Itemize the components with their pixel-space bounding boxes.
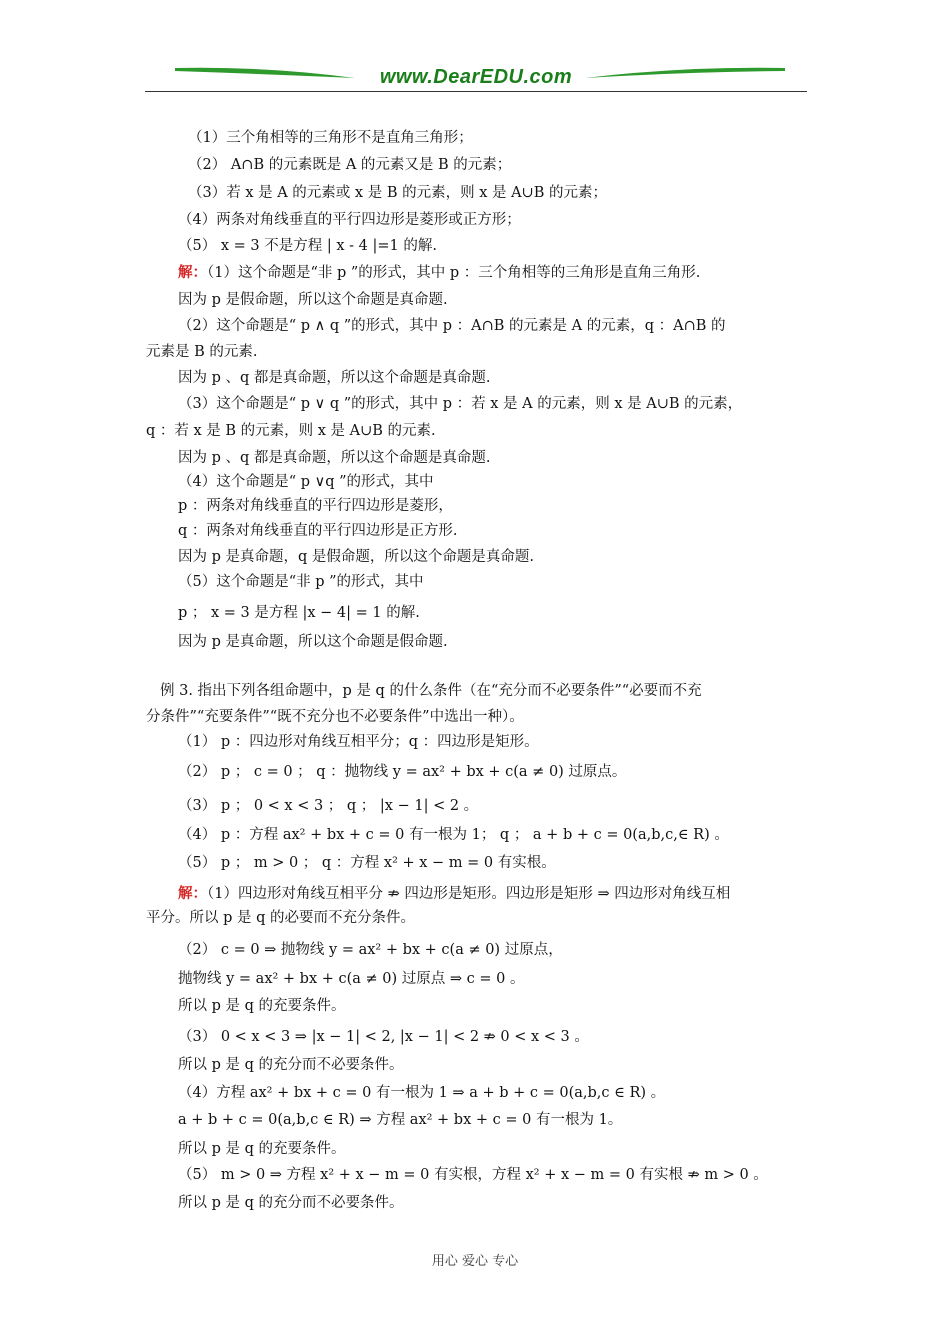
example-3-solution-6: （3） 0 < x < 3 ⇒ |x − 1| < 2, |x − 1| < 2 ⇏ 0 < x < 3 。 (178, 1029, 589, 1045)
example-3-solution-5: 所以 p 是 q 的充要条件。 (178, 998, 346, 1014)
example-3-item-4: （4） p ：方程 ax² + bx + c = 0 有一根为 1； q ； a + b + c = 0(a,b,c,∈ R) 。 (178, 827, 729, 843)
solution-line-13: （5）这个命题是“非 p ”的形式，其中 (178, 574, 424, 590)
example-3-solution-1: 解：（1）四边形对角线互相平分 ⇏ 四边形是矩形。四边形是矩形 ⇒ 四边形对角线互相 (178, 885, 731, 902)
solution-line-5: 因为 p 、q 都是真命题，所以这个命题是真命题. (178, 370, 491, 386)
solution-line-11: q ：两条对角线垂直的平行四边形是正方形. (178, 523, 458, 539)
example-3-solution-11: （5） m > 0 ⇒ 方程 x² + x − m = 0 有实根，方程 x² + x − m = 0 有实根 ⇏ m > 0 。 (178, 1167, 768, 1183)
example-3-solution-12: 所以 p 是 q 的充分而不必要条件。 (178, 1195, 404, 1211)
example-3-solution-9: a + b + c = 0(a,b,c ∈ R) ⇒ 方程 ax² + bx + c = 0 有一根为 1。 (178, 1112, 623, 1128)
example-3-solution-7: 所以 p 是 q 的充分而不必要条件。 (178, 1057, 404, 1073)
question-line-5: （5） x = 3 不是方程 | x - 4 |=1 的解. (178, 238, 437, 254)
example-3-solution-10: 所以 p 是 q 的充要条件。 (178, 1141, 346, 1157)
solution-line-9: （4）这个命题是“ p ∨q ”的形式，其中 (178, 474, 434, 490)
example-3-item-5: （5） p ； m > 0 ； q ：方程 x² + x − m = 0 有实根。 (178, 855, 556, 871)
question-line-3: （3）若 x 是 A 的元素或 x 是 B 的元素，则 x 是 A∪B 的元素； (188, 185, 607, 201)
solution-label: 解： (178, 264, 207, 281)
example-3-title: 例 3. 指出下列各组命题中，p 是 q 的什么条件（在“充分而不必要条件”“必要而不充 (160, 683, 702, 699)
example-3-solution-8: （4）方程 ax² + bx + c = 0 有一根为 1 ⇒ a + b + c = 0(a,b,c ∈ R) 。 (178, 1085, 666, 1101)
example-3-item-3: （3） p ； 0 < x < 3 ； q ； |x − 1| < 2 。 (178, 798, 479, 814)
site-header (145, 62, 807, 96)
solution-line-1: 解：（1）这个命题是“非 p ”的形式，其中 p ：三个角相等的三角形是直角三角形. (178, 264, 701, 281)
header-rule (145, 91, 807, 92)
solution-line-12: 因为 p 是真命题，q 是假命题，所以这个命题是真命题. (178, 549, 534, 565)
solution-line-4: 元素是 B 的元素. (146, 344, 258, 360)
page-footer: 用心 爱心 专心 (431, 1254, 519, 1269)
solution-line-10: p ：两条对角线垂直的平行四边形是菱形， (178, 498, 453, 514)
solution-line-2: 因为 p 是假命题，所以这个命题是真命题. (178, 292, 448, 308)
solution-line-14: p ； x = 3 是方程 |x − 4| = 1 的解. (178, 605, 420, 621)
question-line-4: （4）两条对角线垂直的平行四边形是菱形或正方形； (178, 212, 521, 228)
solution-label-2: 解： (178, 885, 207, 902)
example-3-item-1: （1） p ：四边形对角线互相平分；q ：四边形是矩形。 (178, 734, 539, 750)
question-line-1: （1）三个角相等的三角形不是直角三角形； (188, 130, 473, 146)
solution-line-15: 因为 p 是真命题，所以这个命题是假命题. (178, 634, 448, 650)
solution-line-3: （2）这个命题是“ p ∧ q ”的形式，其中 p ：A∩B 的元素是 A 的元素，q ：A∩B 的 (178, 318, 726, 334)
example-3-title-cont: 分条件”“充要条件”“既不充分也不必要条件”中选出一种）。 (146, 709, 524, 725)
site-logo-text[interactable]: www.DearEDU.com (379, 66, 573, 88)
solution-line-6: （3）这个命题是“ p ∨ q ”的形式，其中 p ：若 x 是 A 的元素，则 x 是 A∪B 的元素， (178, 396, 743, 412)
example-3-item-2: （2） p ； c = 0 ； q ：抛物线 y = ax² + bx + c(a ≠ 0) 过原点。 (178, 764, 627, 780)
solution-line-8: 因为 p 、q 都是真命题，所以这个命题是真命题. (178, 450, 491, 466)
example-3-solution-3: （2） c = 0 ⇒ 抛物线 y = ax² + bx + c(a ≠ 0) 过原点， (178, 942, 563, 958)
example-3-solution-4: 抛物线 y = ax² + bx + c(a ≠ 0) 过原点 ⇒ c = 0 。 (178, 971, 525, 987)
question-line-2: （2） A∩B 的元素既是 A 的元素又是 B 的元素； (188, 157, 512, 173)
solution-line-7: q ：若 x 是 B 的元素，则 x 是 A∪B 的元素. (146, 423, 436, 439)
example-3-solution-2: 平分。所以 p 是 q 的必要而不充分条件。 (146, 910, 415, 926)
